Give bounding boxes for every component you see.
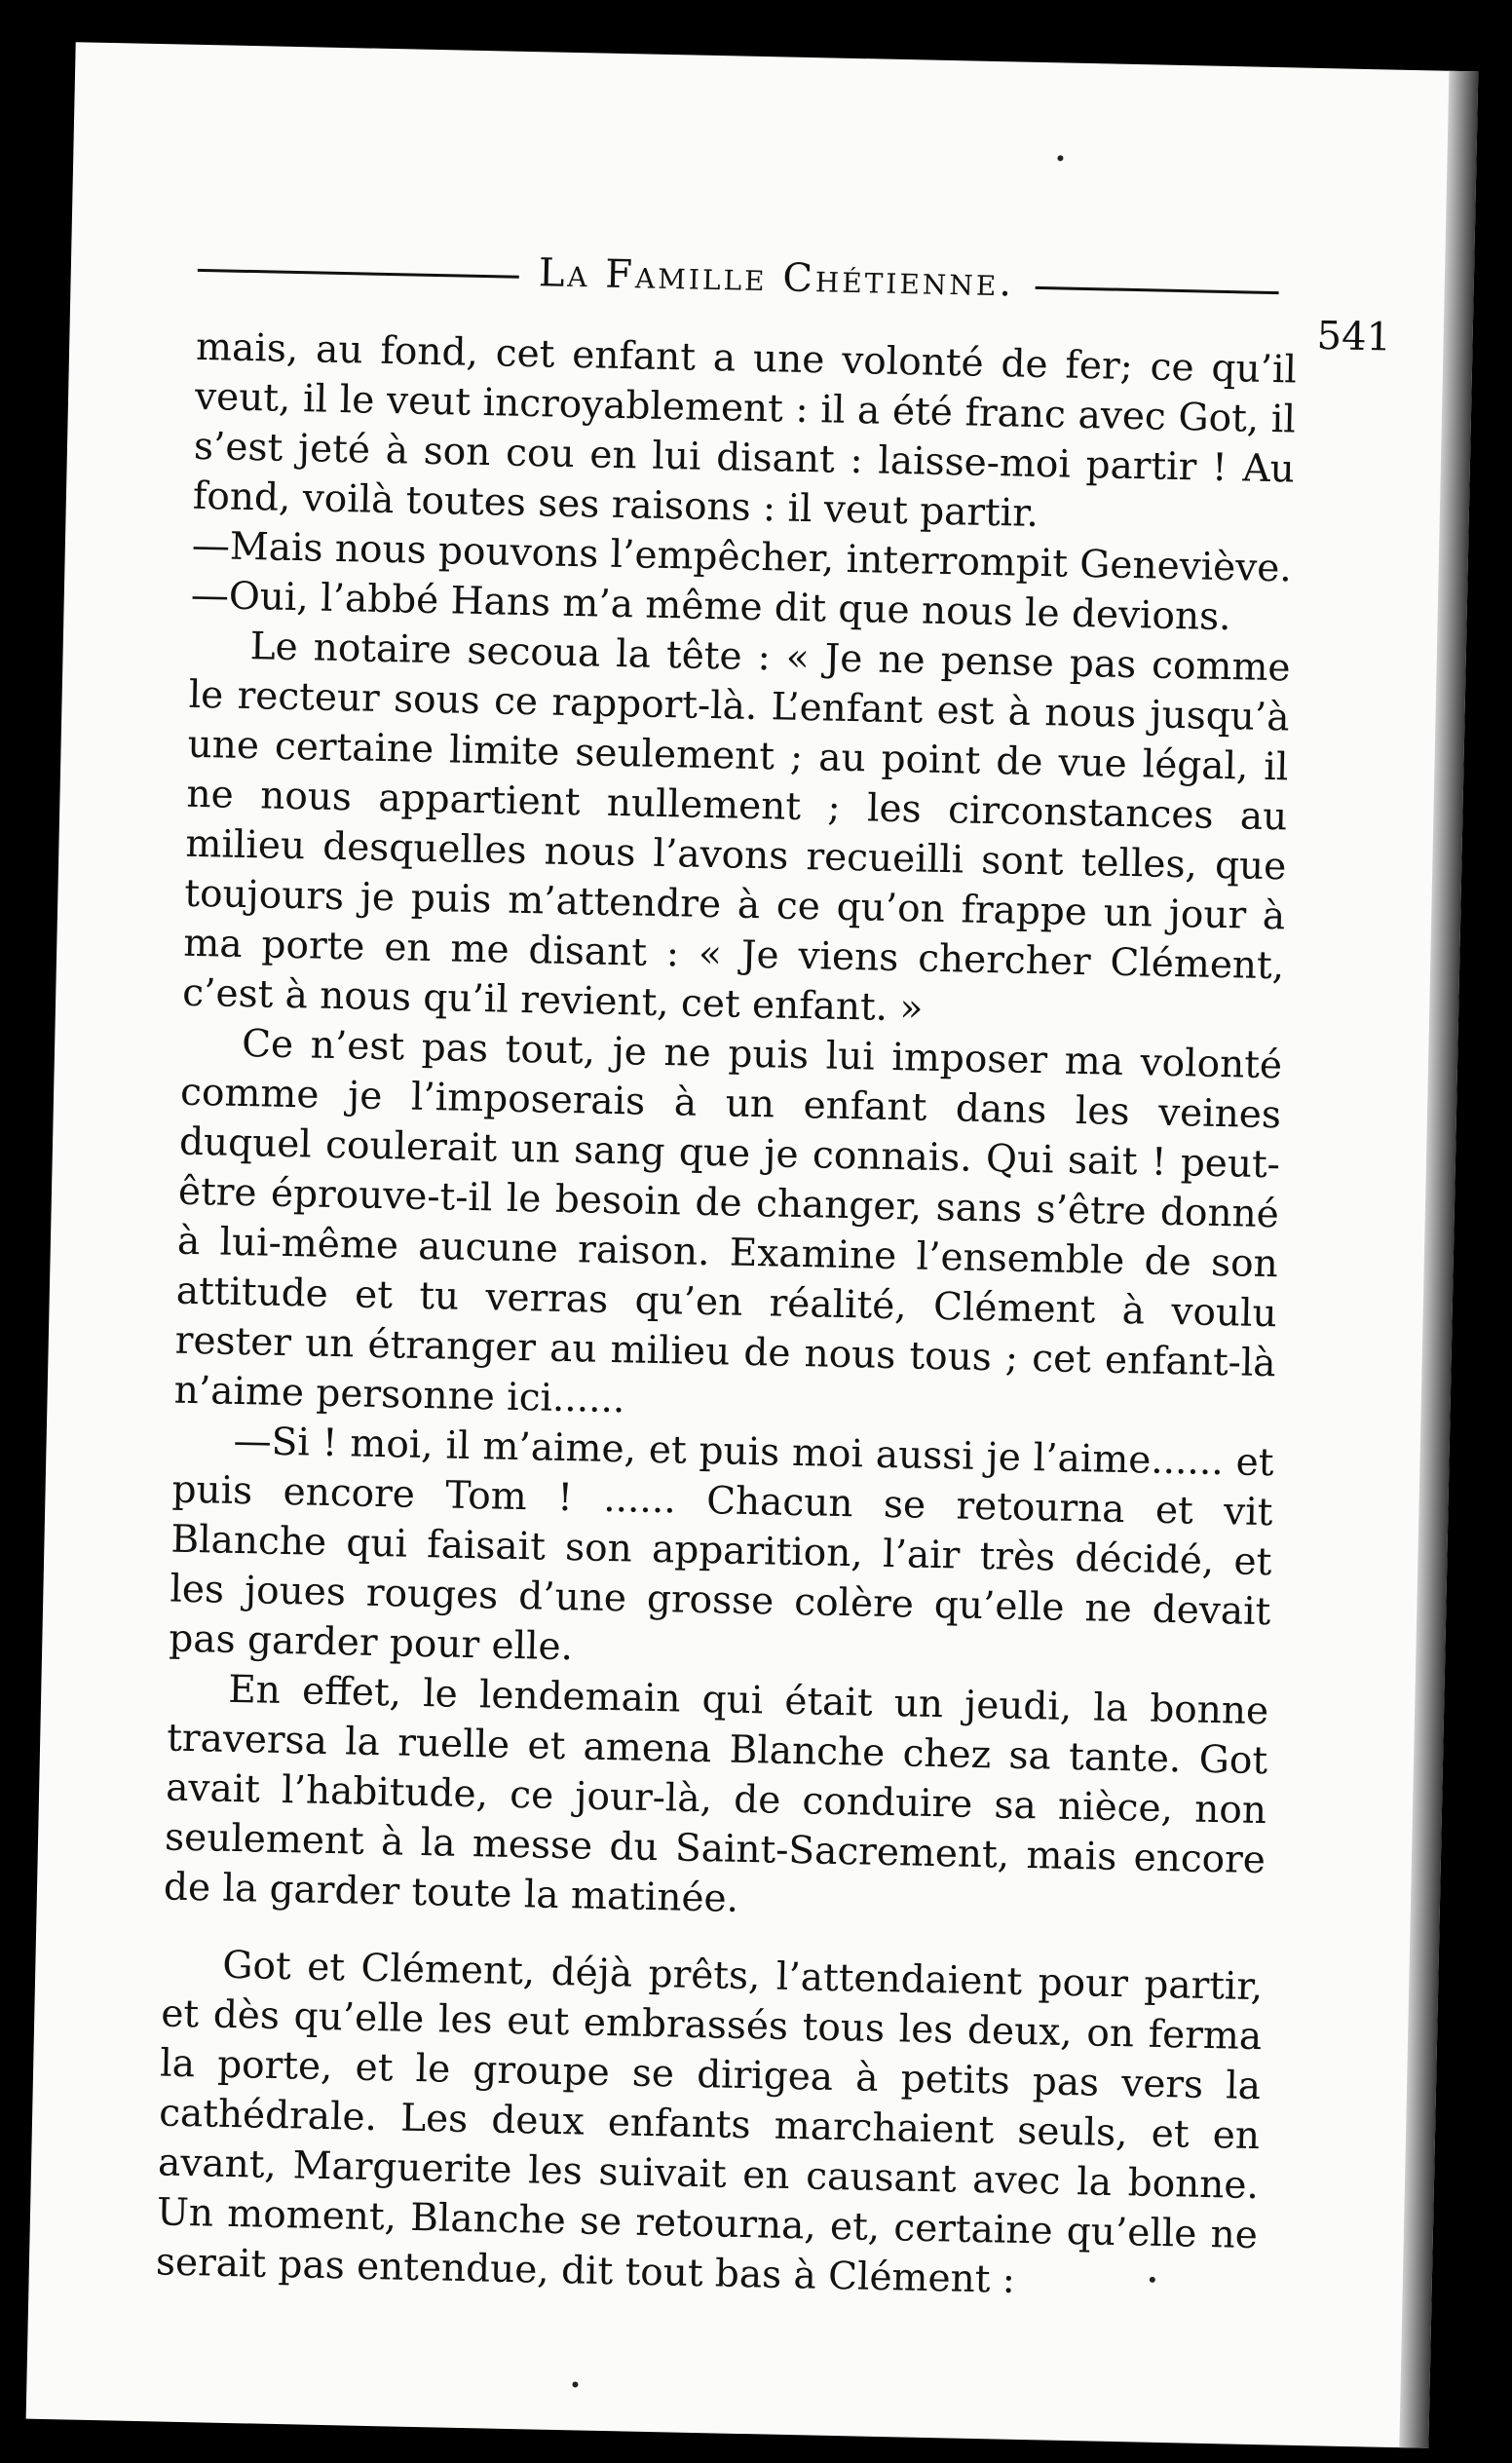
body-text	[155, 322, 1297, 2310]
page-number: 541	[1316, 313, 1392, 360]
ink-speck	[1057, 155, 1063, 161]
paragraph: —Oui, l’abbé Hans m’a même dit que nous le devions.	[190, 573, 1232, 640]
paragraph: mais, au fond, cet enfant a une volonté de fer; ce qu’il veut, il le veut incroyablement : il a été franc avec Got, il s’est jeté à son cou en lui disant : laisse-moi partir ! Au fond, voilà toutes ses raisons : il veut partir.	[192, 324, 1298, 536]
ink-speck	[572, 2381, 578, 2387]
paragraph: Le notaire secoua la tête : « Je ne pense pas comme le recteur sous ce rapport-là. L’enfant est à nous jusqu’à une certaine limite seulement ; au point de vue légal, il ne nous appartient nullement ; les circonstances au milieu desquelles nous l’avons recueilli sont telles, que toujours je puis m’attendre à ce qu’on frappe un jour à ma porte en me disant : « Je viens chercher Clément, c’est à nous qu’il revient, cet enfant. »	[181, 625, 1291, 1031]
paragraph: En effet, le lendemain qui était un jeudi, la bonne traversa la ruelle et amena Blanche chez sa tante. Got avait l’habitude, ce jour-là, de conduire sa nièce, non seulement à la messe du Saint-Sacrement, mais encore de la garder toute la matinée.	[163, 1667, 1269, 1921]
header-rule-right	[1036, 286, 1279, 294]
book-page	[26, 42, 1479, 2448]
paragraph: Ce n’est pas tout, je ne puis lui imposer ma volonté comme je l’imposerais à un enfant dans les veines duquel coulerait un sang que je connais. Qui sait ! peut-être éprouve-t-il le besoin de changer, sans s’être donné à lui-même aucune raison. Examine l’ensemble de son attitude et tu verras qu’en réalité, Clément à voulu rester un étranger au milieu de nous tous ; cet enfant-là n’aime personne ici......	[173, 1021, 1283, 1422]
page-edge-shadow	[1399, 71, 1478, 2448]
ink-speck	[1150, 2277, 1155, 2283]
paragraph: —Si ! moi, il m’aime, et puis moi aussi je l’aime...... et puis encore Tom ! ...... Chacun se retourna et vit Blanche qui faisait son apparition, l’air très décidé, et les joues rouges d’une grosse colère qu’elle ne devait pas garder pour elle.	[168, 1419, 1274, 1670]
paragraph: Got et Clément, déjà prêts, l’attendaient pour partir, et dès qu’elle les eut embrassés tous les deux, on ferma la porte, et le groupe se dirigea à petits pas vers la cathédrale. Les deux enfants marchaient seuls, et en avant, Marguerite les suivait en causant avec la bonne. Un moment, Blanche se retourna, et, certaine qu’elle ne serait pas entendue, dit tout bas à Clément :	[155, 1943, 1264, 2302]
paragraph: —Mais nous pouvons l’empêcher, interrompit Geneviève.	[191, 523, 1293, 591]
running-title: La Famille Chétienne.	[538, 250, 1015, 306]
page-header	[197, 240, 1392, 360]
header-rule-left	[198, 269, 519, 279]
